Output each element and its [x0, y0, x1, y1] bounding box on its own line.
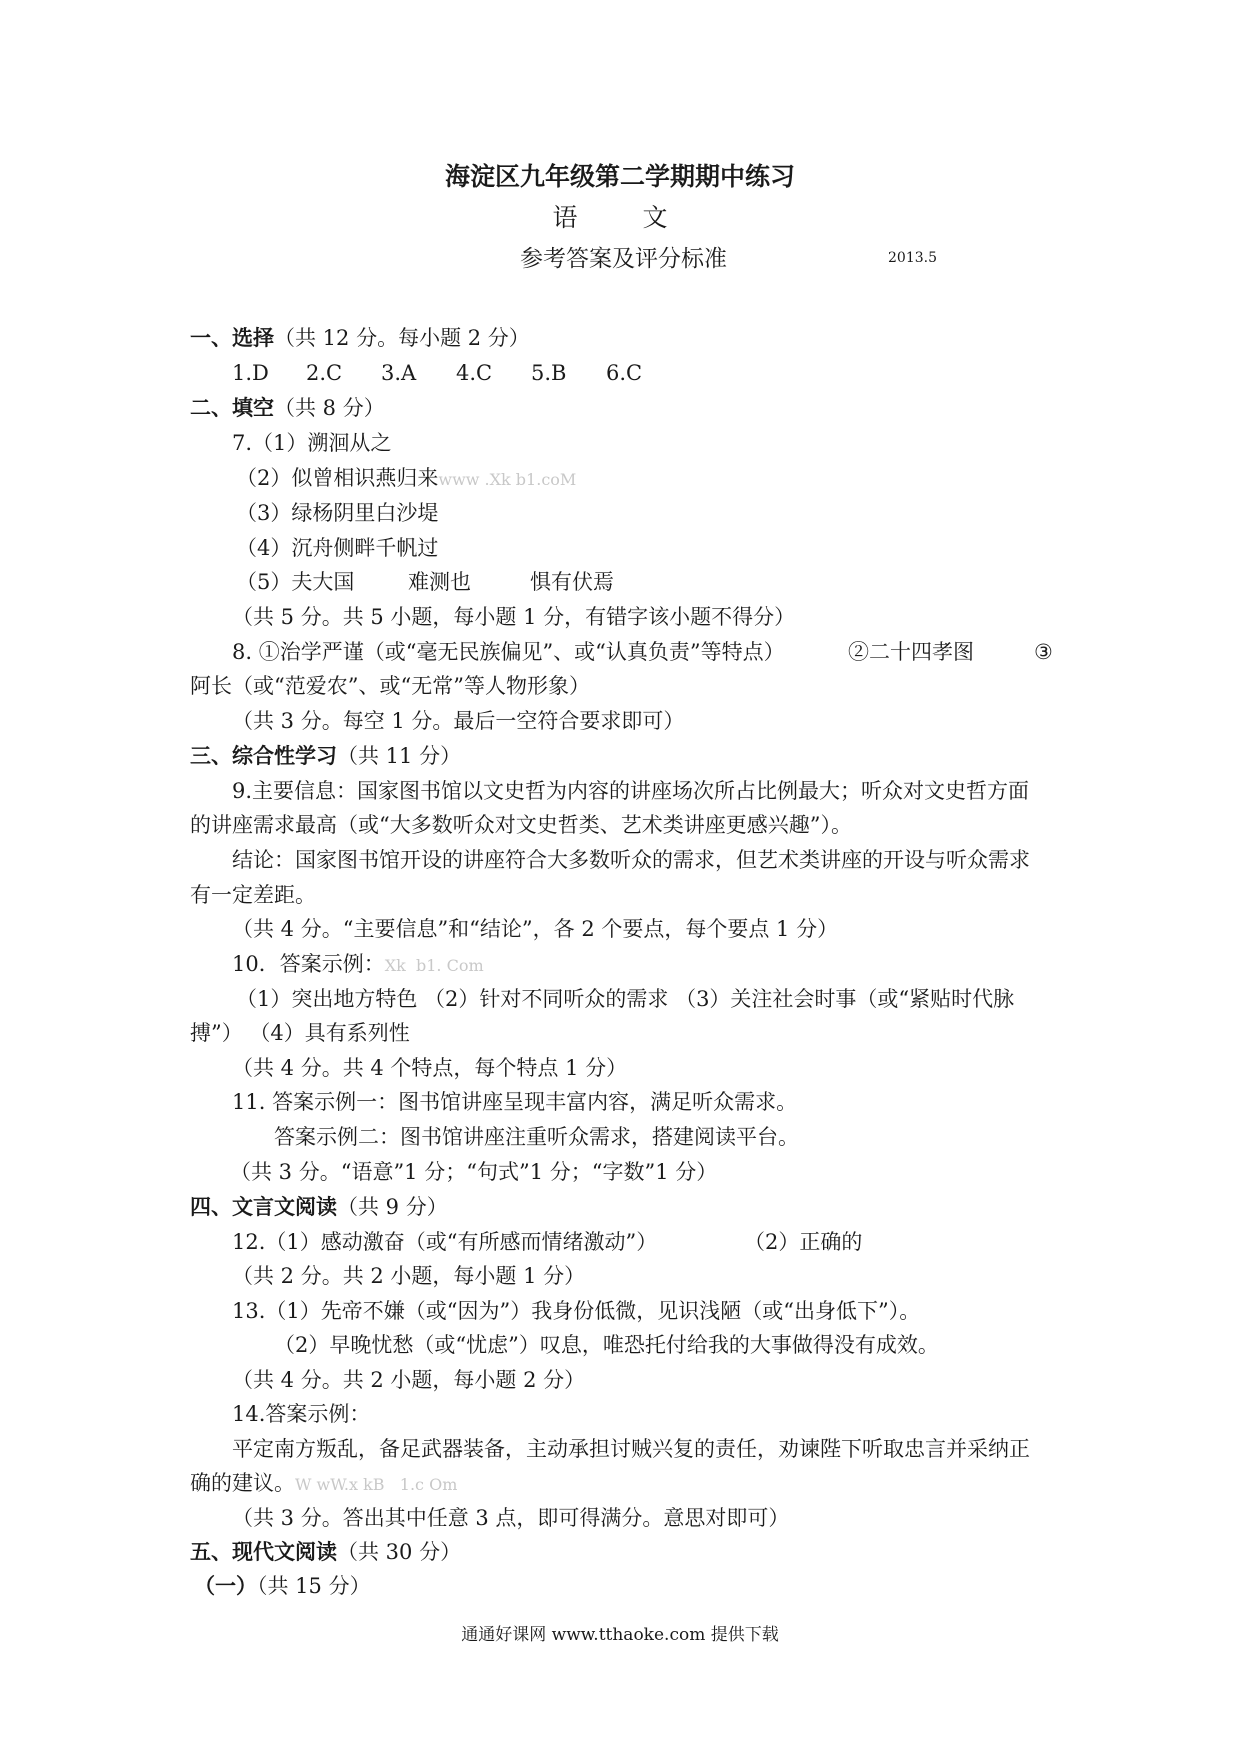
q10-note: （共 4 分。共 4 个特点，每个特点 1 分）: [232, 1056, 628, 1080]
q9-line-2: 的讲座需求最高（或“大多数听众对文史哲类、艺术类讲座更感兴趣”）。: [190, 813, 852, 837]
section-1-score: （共 12 分。每小题 2 分）: [274, 326, 530, 350]
q11-line-1: 11. 答案示例一：图书馆讲座呈现丰富内容，满足听众需求。: [232, 1090, 798, 1114]
section-1-answers: [232, 359, 642, 387]
q9-line-1: 9.主要信息：国家图书馆以文史哲为内容的讲座场次所占比例最大；听众对文史哲方面: [232, 779, 1030, 803]
section-4-score: （共 9 分）: [337, 1195, 448, 1219]
q9-note: （共 4 分。“主要信息”和“结论”，各 2 个要点，每个要点 1 分）: [232, 917, 839, 941]
document-title: 海淀区九年级第二学期期中练习: [444, 162, 795, 191]
watermark: www .Xk b1.coM: [438, 470, 577, 489]
q7-4: （4）沉舟侧畔千帆过: [236, 536, 439, 560]
section-5-sub-title: （一）: [194, 1574, 257, 1598]
q14-note: （共 3 分。答出其中任意 3 点，即可得满分。意思对即可）: [232, 1506, 790, 1530]
q11-note: （共 3 分。“语意”1 分；“句式”1 分；“字数”1 分）: [230, 1160, 718, 1184]
answer-5: 5.B: [531, 361, 567, 385]
section-5-heading: [190, 1538, 461, 1566]
q7-5-b: 难测也: [408, 570, 471, 594]
section-1-title: 一、选择: [190, 326, 274, 350]
q8-note: （共 3 分。每空 1 分。最后一空符合要求即可）: [232, 709, 685, 733]
q13-line-2: （2）早晚忧愁（或“忧虑”）叹息，唯恐托付给我的大事做得没有成效。: [274, 1333, 939, 1357]
section-4-title: 四、文言文阅读: [190, 1195, 337, 1219]
section-5-sub-score: （共 15 分）: [257, 1574, 371, 1598]
q9-line-4: 有一定差距。: [190, 883, 316, 907]
q14-line-1: 平定南方叛乱，备足武器装备，主动承担讨贼兴复的责任，劝谏陛下听取忠言并采纳正: [232, 1437, 1030, 1461]
answer-6: 6.C: [606, 361, 643, 385]
answer-3: 3.A: [381, 361, 417, 385]
q10: [232, 950, 484, 980]
section-2-heading: [190, 394, 385, 422]
q8-line-2: 阿长（或“范爱农”、或“无常”等人物形象）: [190, 674, 590, 698]
section-3-heading: [190, 742, 461, 770]
date: 2013.5: [888, 250, 937, 266]
section-3-score: （共 11 分）: [337, 744, 462, 768]
q12: [232, 1228, 862, 1256]
q7-5: [236, 568, 614, 596]
q14-line-2: [190, 1469, 457, 1499]
footer-download-notice: 通通好课网 www.tthaoke.com 提供下载: [461, 1625, 779, 1645]
section-3-title: 三、综合性学习: [190, 744, 337, 768]
answer-2: 2.C: [306, 361, 343, 385]
section-5-title: 五、现代文阅读: [190, 1540, 337, 1564]
q14-line-2-text: 确的建议。: [190, 1471, 295, 1495]
q8-c: ③: [1034, 640, 1053, 664]
subtitle: 参考答案及评分标准: [520, 246, 727, 272]
q12-a: 12.（1）感动激奋（或“有所感而情绪激动”）: [232, 1230, 658, 1254]
q12-note: （共 2 分。共 2 小题，每小题 1 分）: [232, 1264, 586, 1288]
q10-text: 10．答案示例：: [232, 952, 385, 976]
section-5-score: （共 30 分）: [337, 1540, 462, 1564]
answer-4: 4.C: [456, 361, 493, 385]
watermark: Xk b1. Com: [384, 956, 484, 975]
answer-1: 1.D: [232, 361, 269, 385]
q8-b: ②二十四孝图: [848, 640, 974, 664]
q12-b: （2）正确的: [744, 1230, 863, 1254]
subject-title: 语 文: [552, 203, 688, 232]
q7-3: （3）绿杨阴里白沙堤: [236, 501, 439, 525]
section-4-heading: [190, 1193, 448, 1221]
watermark: W wW.x kB 1.c Om: [295, 1475, 458, 1494]
q7-2-text: （2）似曾相识燕归来: [236, 466, 439, 490]
section-2-title: 二、填空: [190, 396, 274, 420]
q13-note: （共 4 分。共 2 小题，每小题 2 分）: [232, 1368, 586, 1392]
q7-5-c: 惧有伏焉: [530, 570, 614, 594]
section-1-heading: [190, 324, 530, 352]
q13-line-1: 13.（1）先帝不嫌（或“因为”）我身份低微，见识浅陋（或“出身低下”）。: [232, 1299, 921, 1323]
q7-note: （共 5 分。共 5 小题，每小题 1 分，有错字该小题不得分）: [232, 605, 796, 629]
q7-2: [236, 464, 576, 494]
section-2-score: （共 8 分）: [274, 396, 385, 420]
section-5-sub-heading: [194, 1572, 371, 1600]
q14: 14.答案示例：: [232, 1402, 371, 1426]
q8-line-1: [232, 638, 1053, 666]
q10-line-2: 搏”） （4）具有系列性: [190, 1021, 410, 1045]
q9-line-3: 结论：国家图书馆开设的讲座符合大多数听众的需求，但艺术类讲座的开设与听众需求: [232, 848, 1030, 872]
q7-5-a: （5）夫大国: [236, 570, 355, 594]
q8-a: 8. ①治学严谨（或“毫无民族偏见”、或“认真负责”等特点）: [232, 640, 785, 664]
q11-line-2: 答案示例二：图书馆讲座注重听众需求，搭建阅读平台。: [274, 1125, 799, 1149]
q7-1: 7.（1）溯洄从之: [232, 431, 392, 455]
q10-line-1: （1）突出地方特色 （2）针对不同听众的需求 （3）关注社会时事（或“紧贴时代脉: [236, 987, 1015, 1011]
